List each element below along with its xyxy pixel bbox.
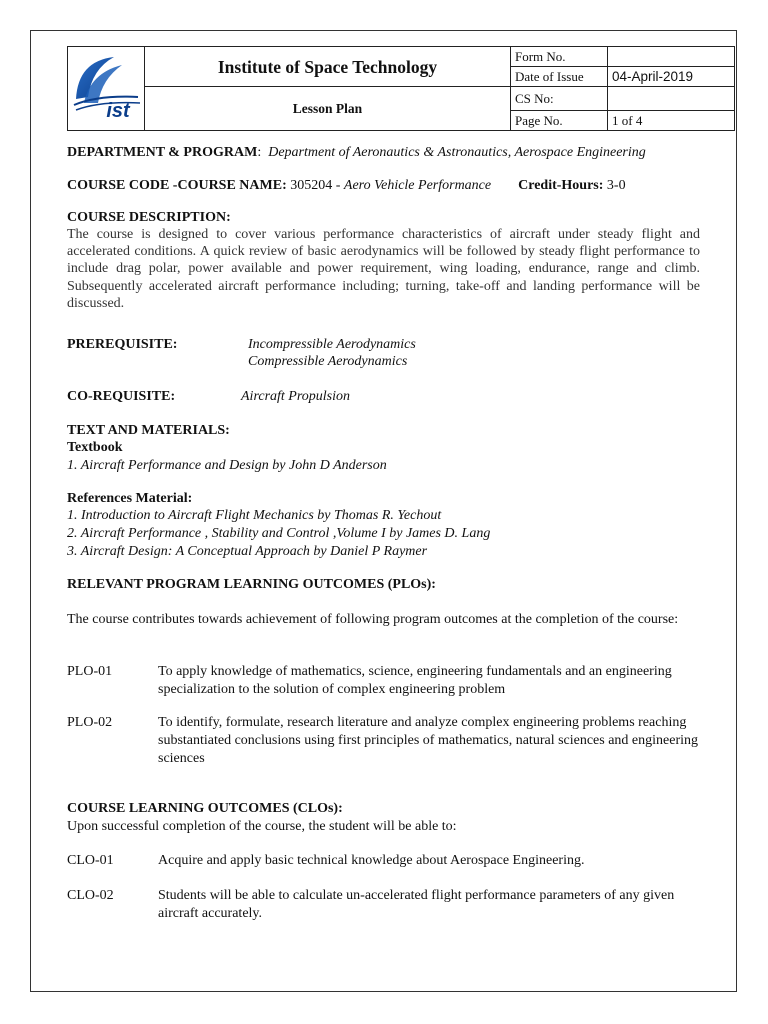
clo-intro: Upon successful completion of the course, the student will be able to: — [67, 819, 457, 834]
institute-title: Institute of Space Technology — [145, 47, 511, 87]
header-table — [67, 46, 735, 131]
reference-item: 3. Aircraft Design: A Conceptual Approach by Daniel P Raymer — [67, 544, 428, 559]
prerequisite-item-2: Compressible Aerodynamics — [248, 354, 408, 369]
department-line: DEPARTMENT & PROGRAM: Department of Aeronautics & Astronautics, Aerospace Engineering — [67, 145, 646, 160]
form-no-value — [608, 47, 735, 67]
credit-hours-label: Credit-Hours: — [518, 178, 604, 193]
textbook-item: 1. Aircraft Performance and Design by John D Anderson — [67, 458, 387, 473]
reference-item: 1. Introduction to Aircraft Flight Mechanics by Thomas R. Yechout — [67, 508, 442, 523]
credit-hours-value: 3-0 — [606, 178, 626, 193]
course-description-text: The course is designed to cover various performance characteristics of aircraft under steady flight and accelerated conditions. A quick review of basic aerodynamics will be followed by steady flight performance to include drag polar, power available and power requirement, wing loading, endurance, range and climb. Subsequently accelerated aircraft performance including; turning, take-off and landing performance will be discussed. — [67, 227, 700, 311]
page-no-value: 1 of 4 — [608, 111, 735, 131]
ist-logo — [68, 47, 144, 125]
clo-text: Acquire and apply basic technical knowledge about Aerospace Engineering. — [158, 853, 585, 868]
reference-item: 2. Aircraft Performance , Stability and Control ,Volume I by James D. Lang — [67, 526, 491, 541]
plo-intro: The course contributes towards achievement of following program outcomes at the completion of the course: — [67, 612, 679, 627]
clo-heading: COURSE LEARNING OUTCOMES (CLOs): — [67, 801, 343, 816]
references-list — [67, 507, 707, 561]
department-value: Department of Aeronautics & Astronautics, Aerospace Engineering — [268, 145, 646, 160]
clo-code: CLO-02 — [67, 888, 114, 903]
references-label: References Material: — [67, 491, 193, 506]
prerequisite-item-1: Incompressible Aerodynamics — [248, 337, 416, 352]
plo-text: To identify, formulate, research literature and analyze complex engineering problems reaching substantiated conclusions using first principles of mathematics, natural sciences and engineering sciences — [158, 715, 699, 766]
textbook-label: Textbook — [67, 440, 123, 455]
clo-code: CLO-01 — [67, 853, 114, 868]
plo-code: PLO-02 — [67, 715, 113, 730]
form-no-label: Form No. — [511, 47, 608, 67]
department-label: DEPARTMENT & PROGRAM — [67, 145, 258, 160]
course-code: 305204 — [290, 178, 333, 193]
date-of-issue-value: 04-April-2019 — [608, 67, 735, 87]
course-code-label: COURSE CODE -COURSE NAME: — [67, 178, 287, 193]
course-line: COURSE CODE -COURSE NAME: 305204 - Aero Vehicle Performance Credit-Hours: 3-0 — [67, 178, 626, 193]
course-name: Aero Vehicle Performance — [343, 178, 492, 193]
course-description-heading: COURSE DESCRIPTION: — [67, 210, 231, 225]
materials-heading: TEXT AND MATERIALS: — [67, 423, 230, 438]
cs-no-label: CS No: — [511, 87, 608, 111]
plo-code: PLO-01 — [67, 664, 113, 679]
prerequisite-label: PREREQUISITE: — [67, 337, 178, 352]
corequisite-label: CO-REQUISITE: — [67, 389, 176, 404]
page-no-label: Page No. — [511, 111, 608, 131]
corequisite-value: Aircraft Propulsion — [241, 389, 351, 404]
plo-heading: RELEVANT PROGRAM LEARNING OUTCOMES (PLOs): — [67, 577, 436, 592]
lesson-plan-title: Lesson Plan — [145, 87, 511, 131]
logo-cell — [68, 47, 145, 131]
clo-text: Students will be able to calculate un-accelerated flight performance parameters of any given aircraft accurately. — [158, 888, 675, 921]
plo-text: To apply knowledge of mathematics, science, engineering fundamentals and an engineering specialization to the solution of complex engineering problem — [158, 664, 672, 697]
cs-no-value — [608, 87, 735, 111]
logo-text: ist — [106, 100, 130, 122]
date-of-issue-label: Date of Issue — [511, 67, 608, 87]
